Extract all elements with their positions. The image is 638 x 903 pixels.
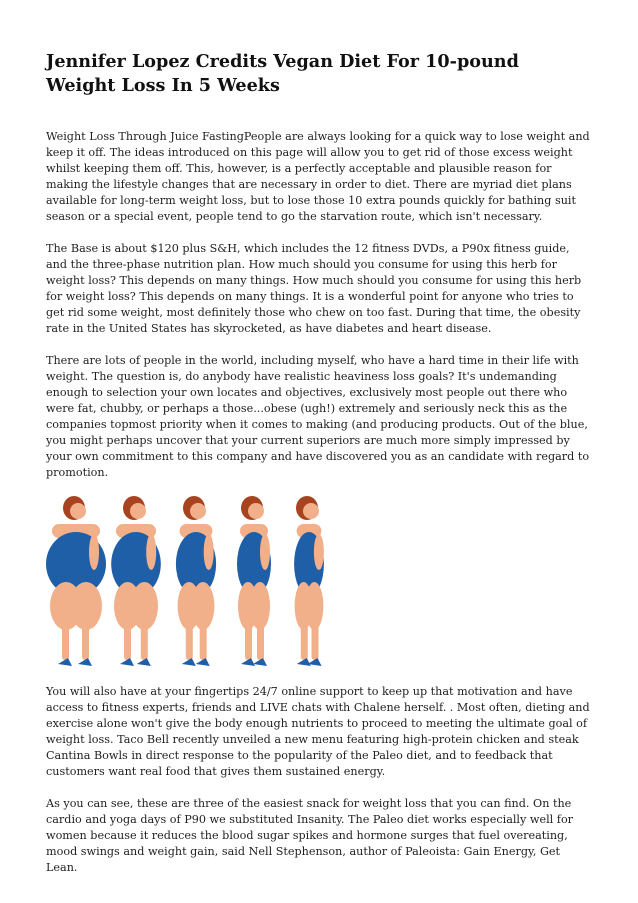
head-icon — [303, 503, 319, 519]
figure-5 — [294, 496, 324, 666]
head-icon — [190, 503, 206, 519]
figure-1 — [46, 496, 106, 666]
arm-icon — [146, 534, 156, 570]
document-page — [46, 50, 594, 876]
arm-icon — [204, 534, 214, 570]
calf-icon — [312, 622, 319, 660]
paragraph-the-base: The Base is about $120 plus S&H, which includes the 12 fitness DVDs, a P90x fitness guide, and the three-phase nutrition plan. How much should you consume for using this herb for weight loss? This depends on many things. How much should you consume for using this herb for weight loss? This depends on many things. It is a wonderful point for anyone who tries to get rid some weight, most definitely those who chew on too fast. During that time, the obesity rate in the United States has skyrocketed, as have diabetes and heart disease. — [46, 242, 582, 335]
calf-icon — [124, 622, 131, 660]
weight-loss-illustration — [46, 494, 341, 674]
calf-icon — [62, 622, 69, 660]
figure-4 — [237, 496, 271, 666]
calf-icon — [301, 622, 308, 660]
weight-loss-figures-svg — [46, 494, 341, 674]
calf-icon — [82, 622, 89, 660]
head-icon — [130, 503, 146, 519]
calf-icon — [200, 622, 207, 660]
figure-2 — [111, 496, 161, 666]
paragraph-easiest-snacks: As you can see, these are three of the easiest snack for weight loss that you can find. On the cardio and yoga days of P90 we substituted Insanity. The Paleo diet works especially well for women because it reduces the blood sugar spikes and hormone surges that fuel overeating, mood swings and weight gain, said Nell Stephenson, author of Paleoista: Gain Energy, Get Lean. — [46, 797, 574, 874]
arm-icon — [260, 534, 270, 570]
document-title: Jennifer Lopez Credits Vegan Diet For 10-pound Weight Loss In 5 Weeks — [46, 51, 519, 96]
arm-icon — [89, 534, 99, 570]
paragraph-online-support: You will also have at your fingertips 24/7 online support to keep up that motivation and have access to fitness experts, friends and LIVE chats with Chalene herself. . Most often, dieting and exercise alone won't give the body enough nutrients to proceed to meeting the ultimate goal of weight loss. Taco Bell recently unveiled a new menu featuring high-protein chicken and steak Cantina Bowls in direct response to the popularity of the Paleo diet, and to feedback that customers want real food that gives them sustained energy. — [46, 685, 590, 778]
arm-icon — [314, 534, 324, 570]
calf-icon — [245, 622, 252, 660]
figure-3 — [176, 496, 216, 666]
calf-icon — [257, 622, 264, 660]
paragraph-juice-fasting: Weight Loss Through Juice FastingPeople are always looking for a quick way to lose weight and keep it off. The ideas introduced on this page will allow you to get rid of those excess weight whilst keeping them off. This, however, is a perfectly acceptable and plausible reason for making the lifestyle changes that are necessary in order to diet. There are myriad diet plans available for long-term weight loss, but to lose those 10 extra pounds quickly for bathing suit season or a special event, people tend to go the starvation route, which isn't necessary. — [46, 130, 590, 223]
calf-icon — [141, 622, 148, 660]
head-icon — [248, 503, 264, 519]
calf-icon — [186, 622, 193, 660]
paragraph-weight-goals: There are lots of people in the world, including myself, who have a hard time in their life with weight. The question is, do anybody have realistic heaviness loss goals? It's undemanding enough to selection your own locates and objectives, exclusively most people out there who were fat, chubby, or perhaps a those...obese (ugh!) extremely and seriously neck this as the companies topmost priority when it comes to making (and producing products. Out of the blue, you might perhaps uncover that your current superiors are much more simply impressed by your own commitment to this company and have discovered you as an candidate with regard to promotion. — [46, 354, 590, 479]
head-icon — [70, 503, 86, 519]
